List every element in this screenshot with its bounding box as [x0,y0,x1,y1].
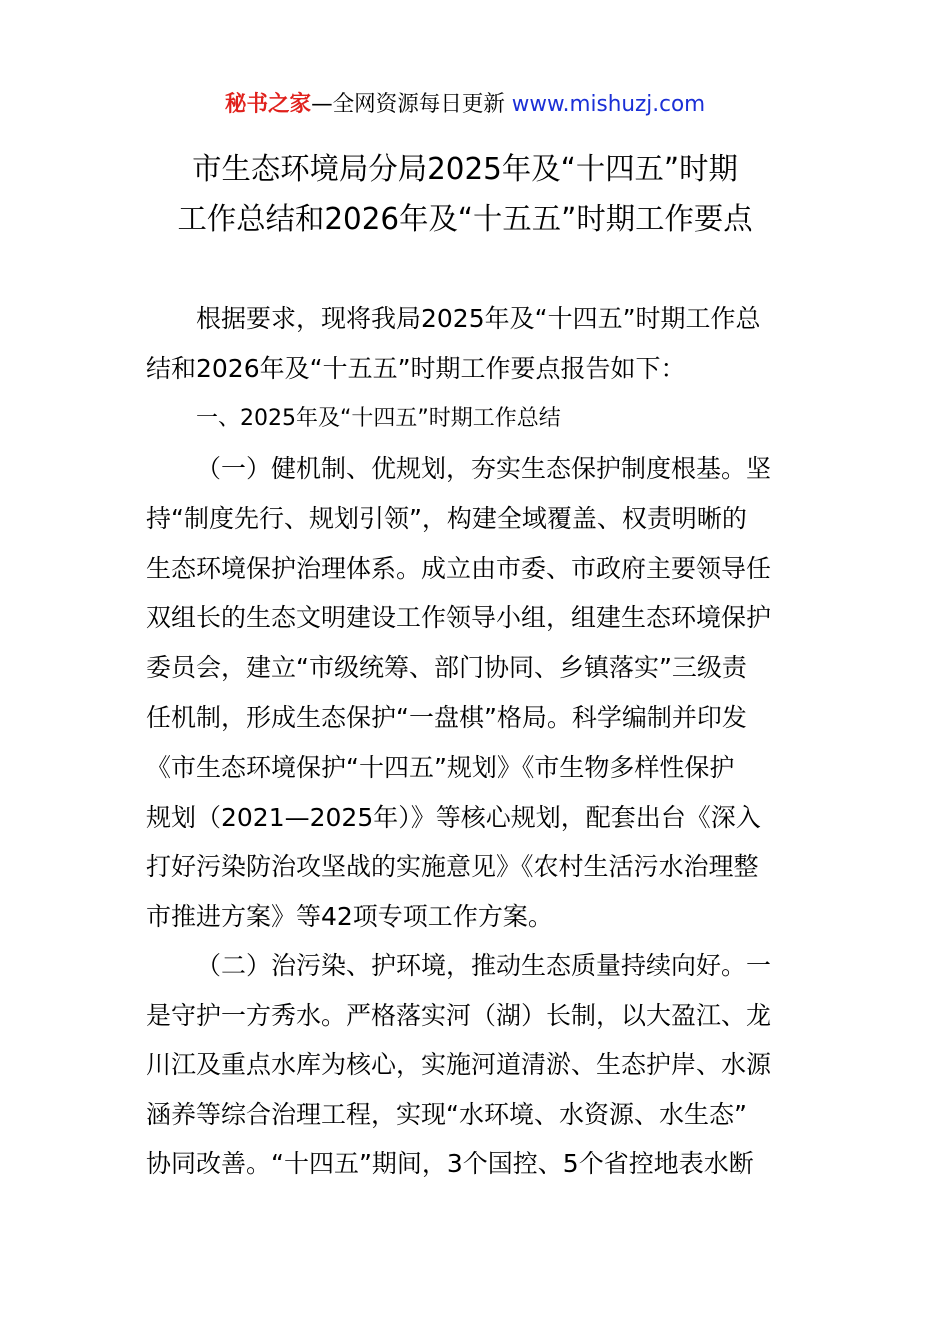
body-line: 打好污染防治攻坚战的实施意见》《农村生活污水治理整 [146,852,759,881]
body-line: 《市生态环境保护“十四五”规划》《市生物多样性保护 [146,753,735,782]
body-line: 双组长的生态文明建设工作领导小组，组建生态环境保护 [146,603,772,632]
body-line: 协同改善。“十四五”期间，3个国控、5个省控地表水断 [146,1149,754,1178]
subsection-heading-1: （一）健机制、优规划，夯实生态保护制度根基。坚 [196,454,772,483]
section-heading-1: 一、2025年及“十四五”时期工作总结 [196,406,561,431]
body-line: 委员会，建立“市级统筹、部门协同、乡镇落实”三级责 [146,653,747,682]
site-url-link[interactable]: www.mishuzj.com [511,92,706,117]
body-line: 持“制度先行、规划引领”，构建全域覆盖、权责明晰的 [146,504,747,533]
body-line: 是守护一方秀水。严格落实河（湖）长制，以大盈江、龙 [146,1001,772,1030]
document-title-line-2: 工作总结和2026年及“十五五”时期工作要点 [177,202,753,237]
body-line: 涵养等综合治理工程，实现“水环境、水资源、水生态” [146,1100,747,1129]
body-line: 川江及重点水库为核心，实施河道清淤、生态护岸、水源 [146,1050,772,1079]
site-slogan: —全网资源每日更新 [311,92,512,117]
body-line: 生态环境保护治理体系。成立由市委、市政府主要领导任 [146,554,772,583]
body-line: 规划（2021—2025年）》等核心规划，配套出台《深入 [146,803,761,832]
body-line: 结和2026年及“十五五”时期工作要点报告如下： [146,354,686,383]
body-line: 任机制，形成生态保护“一盘棋”格局。科学编制并印发 [146,703,747,732]
subsection-heading-2: （二）治污染、护环境，推动生态质量持续向好。一 [196,951,772,980]
body-line: 根据要求，现将我局2025年及“十四五”时期工作总 [196,304,761,333]
body-line: 市推进方案》等42项专项工作方案。 [146,902,553,931]
site-banner [0,88,930,122]
document-title-line-1: 市生态环境局分局2025年及“十四五”时期 [192,152,738,187]
site-brand: 秘书之家 [224,92,312,117]
